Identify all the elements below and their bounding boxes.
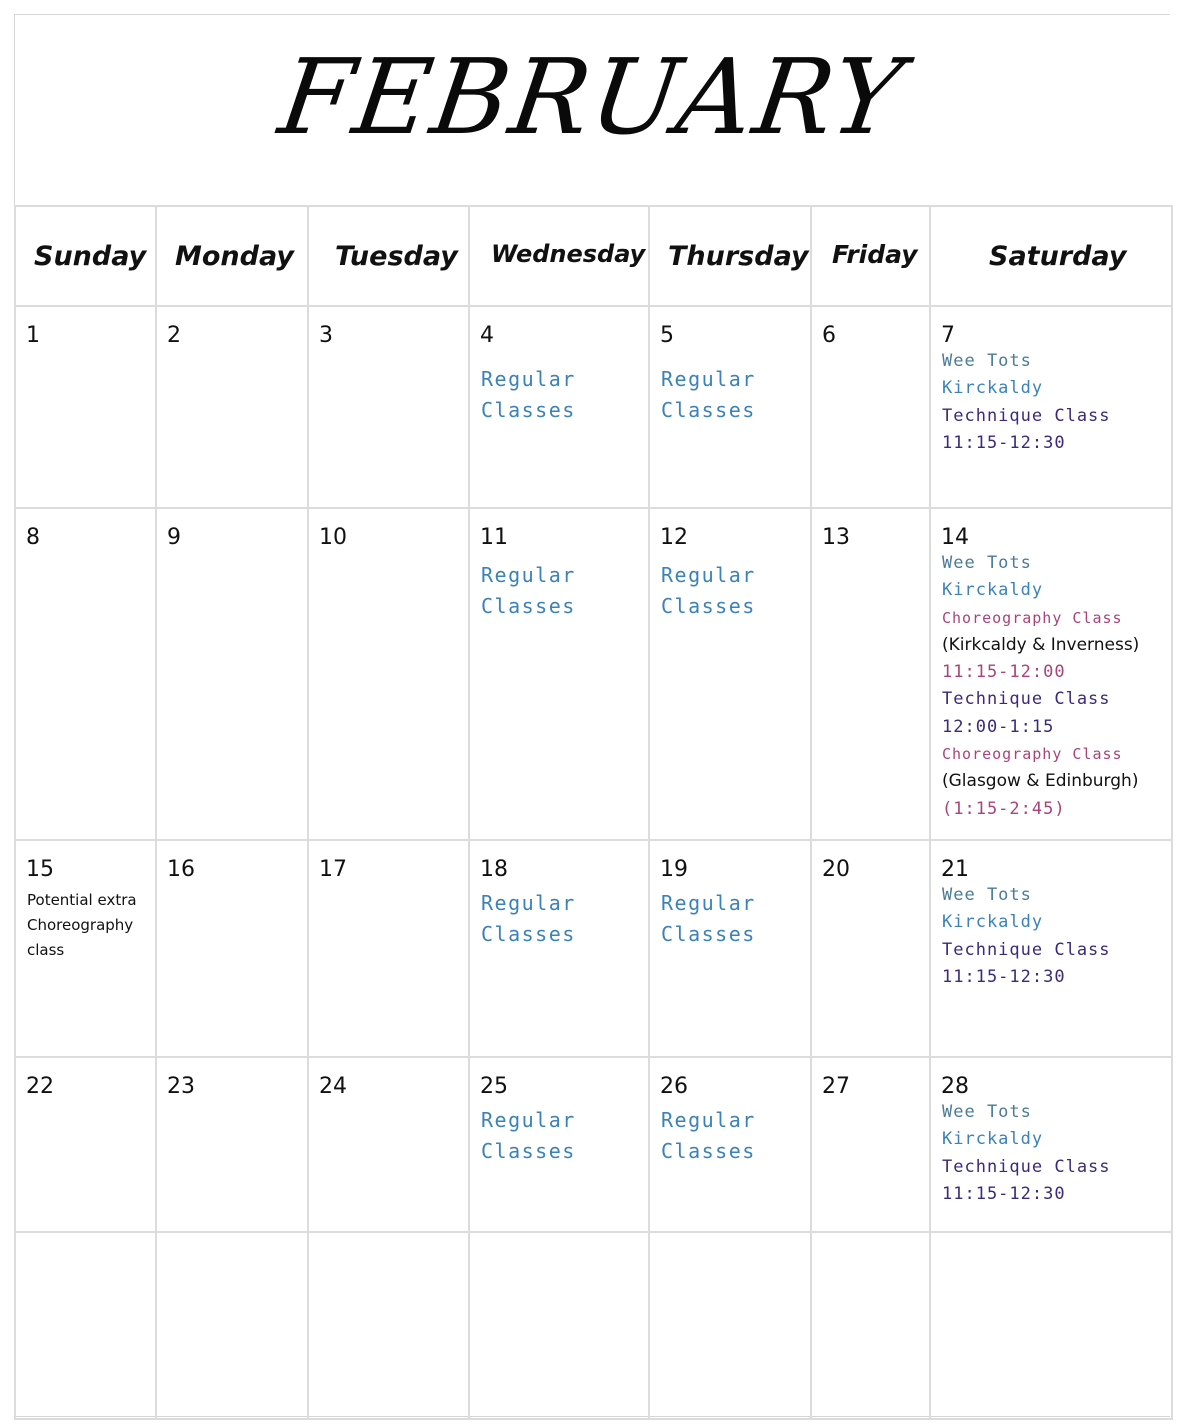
event-wee-tots: Wee Tots	[942, 553, 1032, 573]
calendar-grid	[14, 205, 1173, 1420]
date-number: 16	[167, 857, 195, 882]
weekday-header-sunday: Sunday	[15, 206, 156, 306]
event-location: Kirckaldy	[942, 580, 1044, 601]
date-number: 5	[660, 323, 674, 348]
event-time: (1:15-2:45)	[942, 798, 1066, 819]
day-cell	[15, 306, 156, 508]
event-time: 11:15-12:00	[942, 662, 1066, 683]
date-number: 19	[660, 857, 688, 882]
weekday-header-monday: Monday	[156, 206, 308, 306]
day-cell	[811, 1057, 930, 1232]
month-title-area	[14, 14, 1170, 206]
day-cell	[930, 508, 1172, 840]
event-wee-tots: Wee Tots	[942, 885, 1032, 905]
date-number: 12	[660, 525, 688, 550]
date-number: 3	[319, 323, 333, 348]
day-cell	[649, 306, 811, 508]
day-cell	[308, 508, 469, 840]
event-time: 11:15-12:30	[942, 432, 1066, 453]
weekday-header-saturday: Saturday	[930, 206, 1172, 306]
date-number: 8	[26, 525, 40, 550]
event-regular-classes: Classes	[661, 1139, 756, 1163]
event-regular-classes: Regular	[481, 367, 576, 391]
event-location: Kirckaldy	[942, 378, 1044, 399]
day-cell	[649, 508, 811, 840]
event-technique-class: Technique Class	[942, 939, 1111, 960]
date-number: 21	[941, 857, 969, 882]
event-regular-classes: Classes	[481, 398, 576, 422]
day-cell	[930, 1057, 1172, 1232]
day-cell-empty	[930, 1232, 1172, 1419]
event-locations: (Glasgow & Edinburgh)	[942, 771, 1139, 792]
day-cell	[811, 840, 930, 1057]
event-locations: (Kirkcaldy & Inverness)	[942, 634, 1140, 655]
day-cell	[811, 508, 930, 840]
date-number: 23	[167, 1074, 195, 1099]
week-row	[15, 306, 1172, 508]
event-wee-tots: Wee Tots	[942, 1102, 1032, 1122]
event-location: Kirckaldy	[942, 912, 1044, 933]
weekday-header-wednesday: Wednesday	[469, 206, 649, 306]
day-cell	[469, 306, 649, 508]
day-cell	[15, 508, 156, 840]
event-regular-classes: Classes	[481, 922, 576, 946]
event-regular-classes: Regular	[661, 891, 756, 915]
date-number: 18	[480, 857, 508, 882]
day-cell	[649, 840, 811, 1057]
day-cell	[469, 1057, 649, 1232]
day-cell	[156, 840, 308, 1057]
date-number: 7	[941, 323, 955, 348]
day-cell-empty	[156, 1232, 308, 1419]
day-cell-empty	[15, 1232, 156, 1419]
weekday-header-tuesday: Tuesday	[308, 206, 469, 306]
event-time: 11:15-12:30	[942, 1183, 1066, 1204]
week-row	[15, 508, 1172, 840]
date-number: 14	[941, 525, 969, 550]
event-technique-class: Technique Class	[942, 1156, 1111, 1177]
event-regular-classes: Classes	[661, 398, 756, 422]
weekday-header-friday: Friday	[811, 206, 930, 306]
date-number: 1	[26, 323, 40, 348]
date-number: 15	[26, 857, 54, 882]
day-cell	[811, 306, 930, 508]
event-note: Potential extra Choreography class	[27, 891, 137, 959]
event-time: 11:15-12:30	[942, 966, 1066, 987]
day-cell	[156, 1057, 308, 1232]
day-cell-empty	[469, 1232, 649, 1419]
event-technique-class: Technique Class	[942, 689, 1111, 710]
date-number: 6	[822, 323, 836, 348]
event-technique-class: Technique Class	[942, 405, 1111, 426]
date-number: 27	[822, 1074, 850, 1099]
week-row-empty	[15, 1232, 1172, 1419]
date-number: 10	[319, 525, 347, 550]
day-cell	[469, 840, 649, 1057]
week-row	[15, 1057, 1172, 1232]
day-cell	[15, 1057, 156, 1232]
event-regular-classes: Classes	[661, 922, 756, 946]
event-regular-classes: Regular	[481, 563, 576, 587]
day-cell	[156, 508, 308, 840]
day-cell	[930, 840, 1172, 1057]
date-number: 11	[480, 525, 508, 550]
date-number: 2	[167, 323, 181, 348]
day-cell	[15, 840, 156, 1057]
event-regular-classes: Classes	[481, 1139, 576, 1163]
date-number: 4	[480, 323, 494, 348]
event-regular-classes: Regular	[661, 367, 756, 391]
date-number: 17	[319, 857, 347, 882]
day-cell	[649, 1057, 811, 1232]
day-cell	[308, 1057, 469, 1232]
date-number: 9	[167, 525, 181, 550]
day-cell	[308, 840, 469, 1057]
weekday-header-thursday: Thursday	[649, 206, 811, 306]
month-title: FEBRUARY	[272, 36, 912, 158]
event-regular-classes: Regular	[481, 891, 576, 915]
day-cell-empty	[811, 1232, 930, 1419]
date-number: 25	[480, 1074, 508, 1099]
event-regular-classes: Regular	[661, 563, 756, 587]
day-cell	[308, 306, 469, 508]
date-number: 24	[319, 1074, 347, 1099]
day-cell	[156, 306, 308, 508]
event-choreography-class: Choreography Class	[942, 608, 1123, 627]
day-cell	[930, 306, 1172, 508]
date-number: 13	[822, 525, 850, 550]
event-regular-classes: Regular	[661, 1108, 756, 1132]
date-number: 28	[941, 1074, 969, 1099]
event-time: 12:00-1:15	[942, 716, 1055, 737]
event-regular-classes: Classes	[481, 594, 576, 618]
event-regular-classes: Regular	[481, 1108, 576, 1132]
event-choreography-class: Choreography Class	[942, 745, 1123, 764]
event-regular-classes: Classes	[661, 594, 756, 618]
event-location: Kirckaldy	[942, 1129, 1044, 1150]
day-cell	[469, 508, 649, 840]
date-number: 20	[822, 857, 850, 882]
week-row	[15, 840, 1172, 1057]
date-number: 26	[660, 1074, 688, 1099]
day-cell-empty	[649, 1232, 811, 1419]
event-wee-tots: Wee Tots	[942, 351, 1032, 371]
weekday-header-row	[15, 206, 1172, 306]
day-cell-empty	[308, 1232, 469, 1419]
date-number: 22	[26, 1074, 54, 1099]
